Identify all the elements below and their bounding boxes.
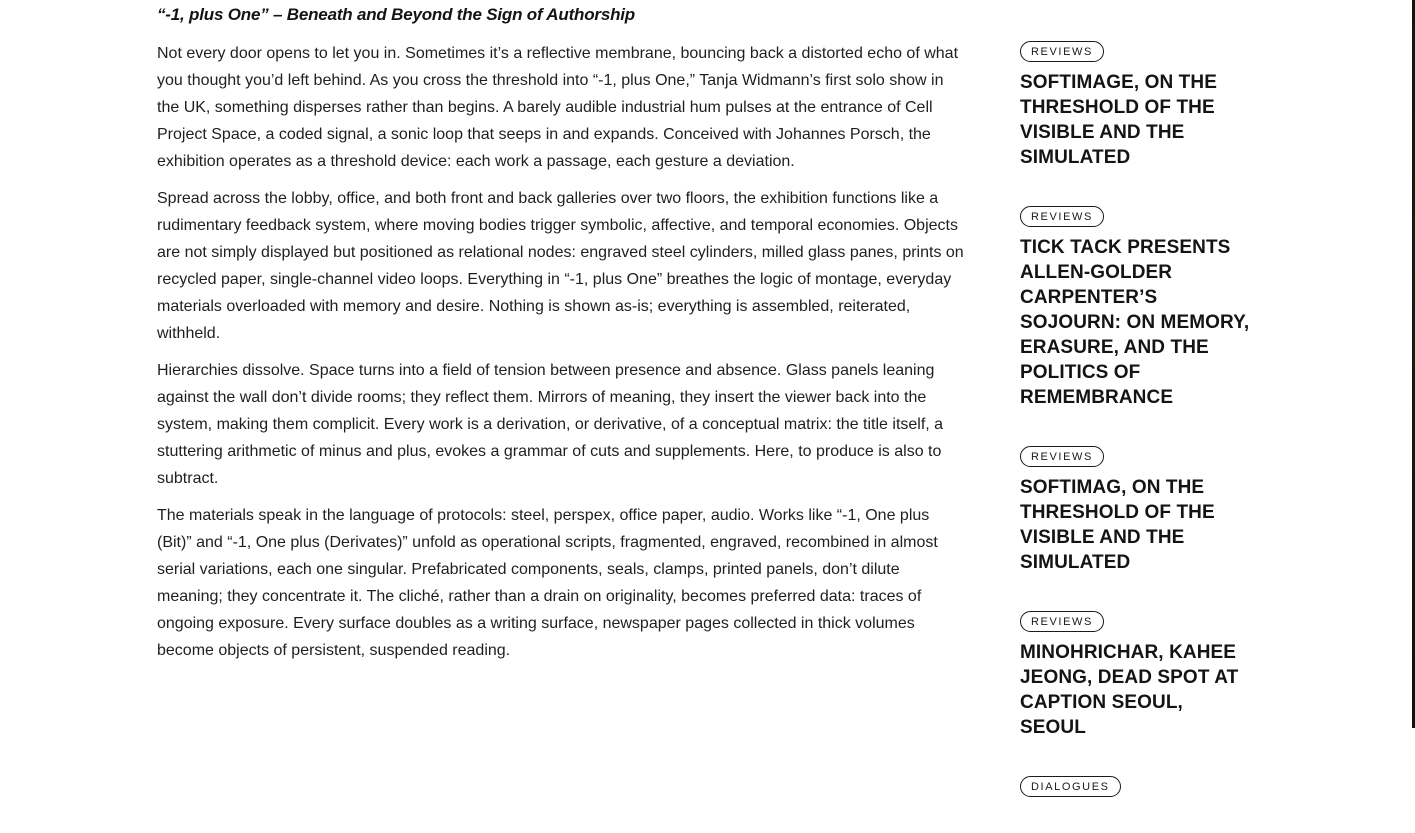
related-article-item[interactable] xyxy=(1020,41,1250,170)
related-article-title[interactable]: TICK TACK PRESENTS ALLEN-GOLDER CARPENTER’S SOJOURN: ON MEMORY, ERASURE, AND THE POLITICS OF REMEMBRANCE xyxy=(1020,237,1250,408)
related-article-title[interactable]: SOFTIMAG, ON THE THRESHOLD OF THE VISIBLE AND THE SIMULATED xyxy=(1020,477,1215,573)
related-article-item[interactable] xyxy=(1020,611,1250,740)
related-article-title[interactable]: MINOHRICHAR, KAHEE JEONG, DEAD SPOT AT CAPTION SEOUL, SEOUL xyxy=(1020,642,1239,738)
article-body xyxy=(157,0,964,674)
category-badge-reviews[interactable]: REVIEWS xyxy=(1020,446,1104,467)
related-articles-sidebar xyxy=(1020,41,1250,833)
category-badge-reviews[interactable]: REVIEWS xyxy=(1020,206,1104,227)
article-paragraph: The materials speak in the language of protocols: steel, perspex, office paper, audio. Works like “-1, One plus (Bit)” and “-1, One plus (Derivates)” unfold as operational scripts, fragmented, engraved, recombined in almost serial variations, each one singular. Prefabricated components, seals, clamps, printed panels, don’t dilute meaning; they concentrate it. The cliché, rather than a drain on originality, becomes preferred data: traces of ongoing exposure. Every surface doubles as a writing surface, newspaper pages collected in thick volumes become objects of persistent, suspended reading. xyxy=(157,507,938,659)
related-article-item[interactable] xyxy=(1020,776,1250,797)
category-badge-reviews[interactable]: REVIEWS xyxy=(1020,41,1104,62)
article-title: “-1, plus One” – Beneath and Beyond the Sign of Authorship xyxy=(157,5,635,24)
article-paragraph: Spread across the lobby, office, and both front and back galleries over two floors, the exhibition functions like a rudimentary feedback system, where moving bodies trigger symbolic, affective, and temporal economies. Objects are not simply displayed but positioned as relational nodes: engraved steel cylinders, milled glass panes, prints on recycled paper, single-channel video loops. Everything in “-1, plus One” breathes the logic of montage, everyday materials overloaded with memory and desire. Nothing is shown as-is; everything is assembled, reiterated, withheld. xyxy=(157,190,964,342)
related-article-item[interactable] xyxy=(1020,206,1250,410)
article-paragraph: Not every door opens to let you in. Sometimes it’s a reflective membrane, bouncing back a distorted echo of what you thought you’d left behind. As you cross the threshold into “-1, plus One,” Tanja Widmann’s first solo show in the UK, something disperses rather than begins. A barely audible industrial hum pulses at the entrance of Cell Project Space, a coded signal, a sonic loop that seeps in and expands. Conceived with Johannes Porsch, the exhibition operates as a threshold device: each work a passage, each gesture a deviation. xyxy=(157,45,959,170)
related-article-title[interactable]: SOFTIMAGE, ON THE THRESHOLD OF THE VISIBLE AND THE SIMULATED xyxy=(1020,72,1217,168)
related-article-item[interactable] xyxy=(1020,446,1250,575)
article-paragraph: Hierarchies dissolve. Space turns into a field of tension between presence and absence. Glass panels leaning against the wall don’t divide rooms; they reflect them. Mirrors of meaning, they insert the viewer back into the system, making them complicit. Every work is a derivation, or derivative, of a conceptual matrix: the title itself, a stuttering arithmetic of minus and plus, evokes a grammar of cuts and supplements. Here, to produce is also to subtract. xyxy=(157,362,944,487)
category-badge-reviews[interactable]: REVIEWS xyxy=(1020,611,1104,632)
category-badge-dialogues[interactable]: DIALOGUES xyxy=(1020,776,1121,797)
